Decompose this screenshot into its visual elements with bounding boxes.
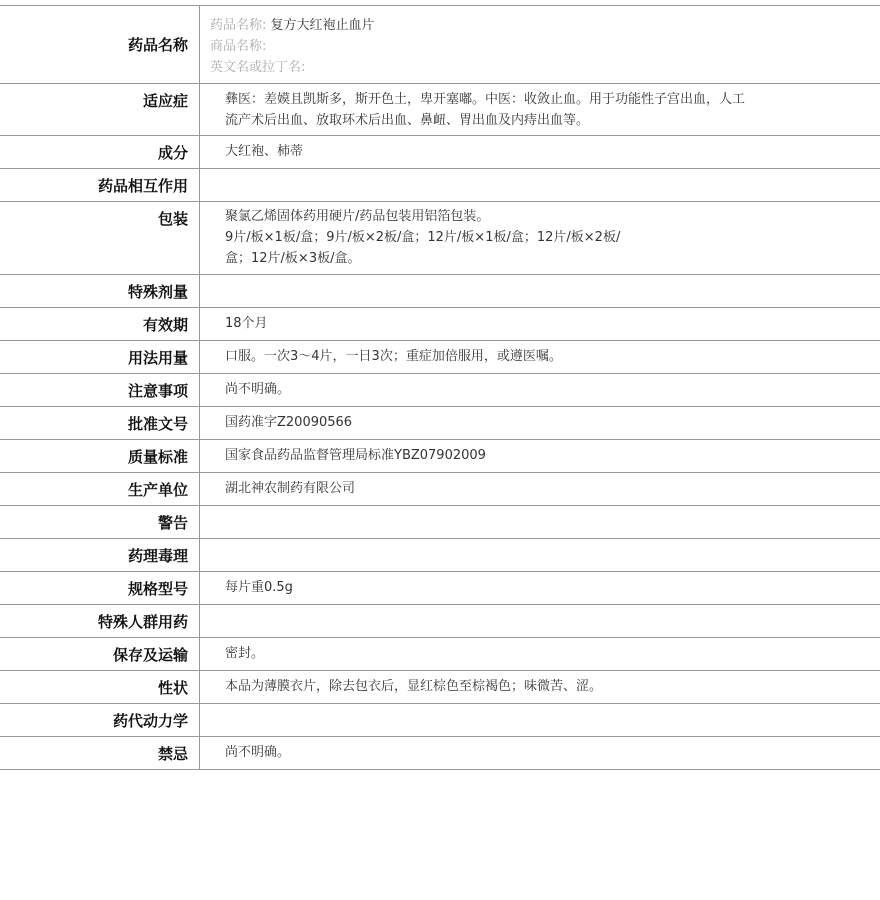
row-drug-name (0, 6, 880, 84)
special-groups-value (200, 605, 880, 637)
packaging-line-2: 9片/板×1板/盒；9片/板×2板/盒；12片/板×1板/盒；12片/板×2板/ (225, 230, 621, 245)
row-special-dosage (0, 275, 880, 308)
warning-label: 警告 (0, 506, 200, 538)
row-indications (0, 84, 880, 136)
usage-value: 口服。一次3～4片，一日3次；重症加倍服用，或遵医嘱。 (225, 349, 562, 364)
quality-standard-label: 质量标准 (0, 440, 200, 472)
interactions-value (200, 169, 880, 201)
row-usage (0, 341, 880, 374)
row-quality-standard (0, 440, 880, 473)
precautions-value: 尚不明确。 (225, 382, 291, 397)
generic-name-value: 复方大红袍止血片 (270, 18, 375, 33)
drug-name-label: 药品名称 (0, 6, 200, 83)
row-pharmacology (0, 539, 880, 572)
manufacturer-value: 湖北神农制药有限公司 (225, 481, 356, 496)
row-ingredients (0, 136, 880, 169)
specification-label: 规格型号 (0, 572, 200, 604)
indications-line-1: 彝医：差嫫且凯斯多，斯开色土，卑开塞嘟。中医：收敛止血。用于功能性子宫出血，人工 (225, 92, 746, 107)
indications-value (200, 84, 880, 135)
indications-line-2: 流产术后出血、放取环术后出血、鼻衄、胃出血及内痔出血等。 (225, 113, 590, 128)
approval-no-value: 国药准字Z20090566 (225, 415, 353, 430)
packaging-line-3: 盒；12片/板×3板/盒。 (225, 251, 361, 266)
row-contraindications (0, 737, 880, 770)
drug-name-value (200, 6, 880, 83)
row-specification (0, 572, 880, 605)
pharmacokinetics-value (200, 704, 880, 736)
row-description (0, 671, 880, 704)
pharmacology-value (200, 539, 880, 571)
storage-label: 保存及运输 (0, 638, 200, 670)
trade-name-label: 商品名称: (210, 39, 267, 54)
description-value: 本品为薄膜衣片，除去包衣后，显红棕色至棕褐色；味微苦、涩。 (225, 679, 603, 694)
generic-name-label: 药品名称: (210, 18, 267, 33)
contraindications-label: 禁忌 (0, 737, 200, 769)
packaging-value (200, 202, 880, 274)
shelf-life-value: 18个月 (225, 316, 268, 331)
english-name-label: 英文名或拉丁名: (210, 60, 306, 75)
quality-standard-value: 国家食品药品监督管理局标准YBZ07902009 (225, 448, 486, 463)
ingredients-label: 成分 (0, 136, 200, 168)
special-dosage-value (200, 275, 880, 307)
pharmacology-label: 药理毒理 (0, 539, 200, 571)
generic-name-line (210, 15, 790, 36)
specification-value: 每片重0.5g (225, 580, 293, 595)
row-precautions (0, 374, 880, 407)
warning-value (200, 506, 880, 538)
precautions-label: 注意事项 (0, 374, 200, 406)
row-special-groups (0, 605, 880, 638)
approval-no-label: 批准文号 (0, 407, 200, 439)
interactions-label: 药品相互作用 (0, 169, 200, 201)
row-pharmacokinetics (0, 704, 880, 737)
ingredients-value: 大红袍、柿蒂 (225, 144, 304, 159)
shelf-life-label: 有效期 (0, 308, 200, 340)
contraindications-value: 尚不明确。 (225, 745, 291, 760)
storage-value: 密封。 (225, 646, 265, 661)
special-groups-label: 特殊人群用药 (0, 605, 200, 637)
pharmacokinetics-label: 药代动力学 (0, 704, 200, 736)
special-dosage-label: 特殊剂量 (0, 275, 200, 307)
packaging-line-1: 聚氯乙烯固体药用硬片/药品包装用铝箔包装。 (225, 209, 490, 224)
packaging-label: 包装 (0, 202, 200, 274)
row-packaging (0, 202, 880, 275)
usage-label: 用法用量 (0, 341, 200, 373)
row-approval-no (0, 407, 880, 440)
row-storage (0, 638, 880, 671)
row-shelf-life (0, 308, 880, 341)
row-manufacturer (0, 473, 880, 506)
row-warning (0, 506, 880, 539)
manufacturer-label: 生产单位 (0, 473, 200, 505)
description-label: 性状 (0, 671, 200, 703)
indications-label: 适应症 (0, 84, 200, 135)
row-interactions (0, 169, 880, 202)
drug-info-table (0, 5, 880, 770)
